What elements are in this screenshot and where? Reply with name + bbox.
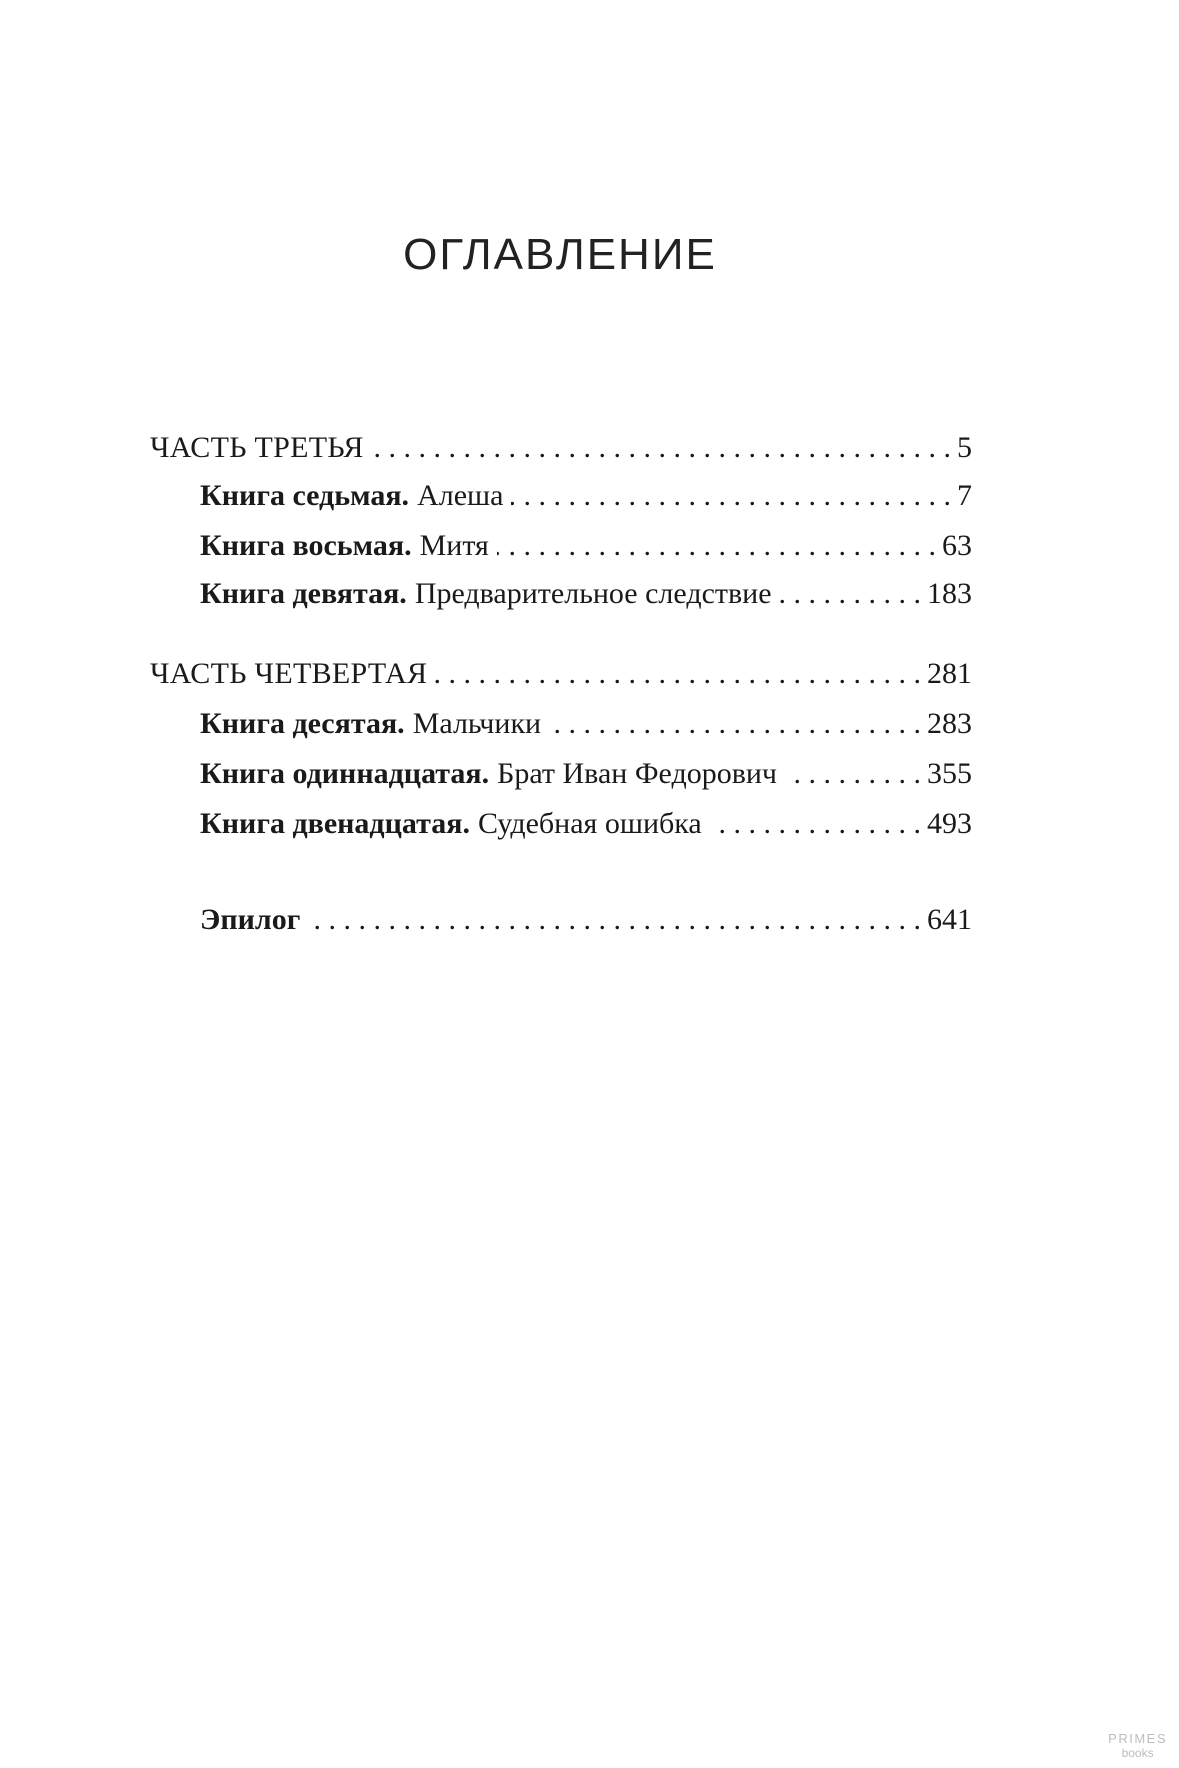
toc-page-number: 5: [957, 431, 972, 464]
publisher-logo-line1: PRIMES: [1108, 1731, 1167, 1746]
dot-leader: [435, 654, 921, 694]
dot-leader: [511, 476, 951, 516]
toc-page-number: 641: [927, 903, 972, 936]
toc-epilogue-label: Эпилог: [200, 903, 301, 936]
toc-book-title: Митя: [419, 529, 489, 562]
toc-book-title: Брат Иван Федорович: [497, 757, 778, 790]
toc-book-label: Книга одиннадцатая.: [200, 757, 490, 790]
toc-book-title: Алеша: [417, 479, 504, 512]
dot-leader: [549, 704, 921, 744]
toc-part-label: ЧАСТЬ ТРЕТЬЯ: [150, 431, 364, 464]
toc-book-title: Мальчики: [412, 707, 542, 740]
toc-book-label: Книга девятая.: [200, 577, 407, 610]
toc-page-number: 493: [927, 807, 972, 840]
toc-page-number: 283: [927, 707, 972, 740]
dot-leader: [710, 804, 921, 844]
toc-page-number: 183: [927, 577, 972, 610]
toc-book-label: Книга двенадцатая.: [200, 807, 470, 840]
toc-page-number: 7: [957, 479, 972, 512]
toc-entry-part-three[interactable]: [150, 428, 972, 468]
toc-entry-book-twelve[interactable]: [200, 804, 972, 844]
toc-entry-book-ten[interactable]: [200, 704, 972, 744]
dot-leader: [780, 574, 921, 614]
dot-leader: [497, 526, 936, 566]
dot-leader: [308, 900, 921, 940]
toc-page-number: 355: [927, 757, 972, 790]
toc-book-title: Предварительное следствие: [414, 577, 772, 610]
toc-entry-book-seven[interactable]: [200, 476, 972, 516]
toc-entry-epilogue[interactable]: [200, 900, 972, 940]
toc-book-label: Книга седьмая.: [200, 479, 410, 512]
publisher-logo: [1108, 1732, 1167, 1760]
toc-entry-book-nine[interactable]: [200, 574, 972, 614]
page-title: ОГЛАВЛЕНИЕ: [403, 230, 717, 279]
toc-entry-book-eight[interactable]: [200, 526, 972, 566]
dot-leader: [372, 428, 951, 468]
toc-book-label: Книга десятая.: [200, 707, 405, 740]
toc-entry-part-four[interactable]: [150, 654, 972, 694]
toc-book-label: Книга восьмая.: [200, 529, 412, 562]
publisher-logo-line2: books: [1121, 1746, 1154, 1760]
toc-book-title: Судебная ошибка: [477, 807, 702, 840]
toc-entry-book-eleven[interactable]: [200, 754, 972, 794]
dot-leader: [785, 754, 921, 794]
toc-part-label: ЧАСТЬ ЧЕТВЕРТАЯ: [150, 657, 428, 690]
toc-page-number: 281: [927, 657, 972, 690]
toc-page-number: 63: [942, 529, 972, 562]
